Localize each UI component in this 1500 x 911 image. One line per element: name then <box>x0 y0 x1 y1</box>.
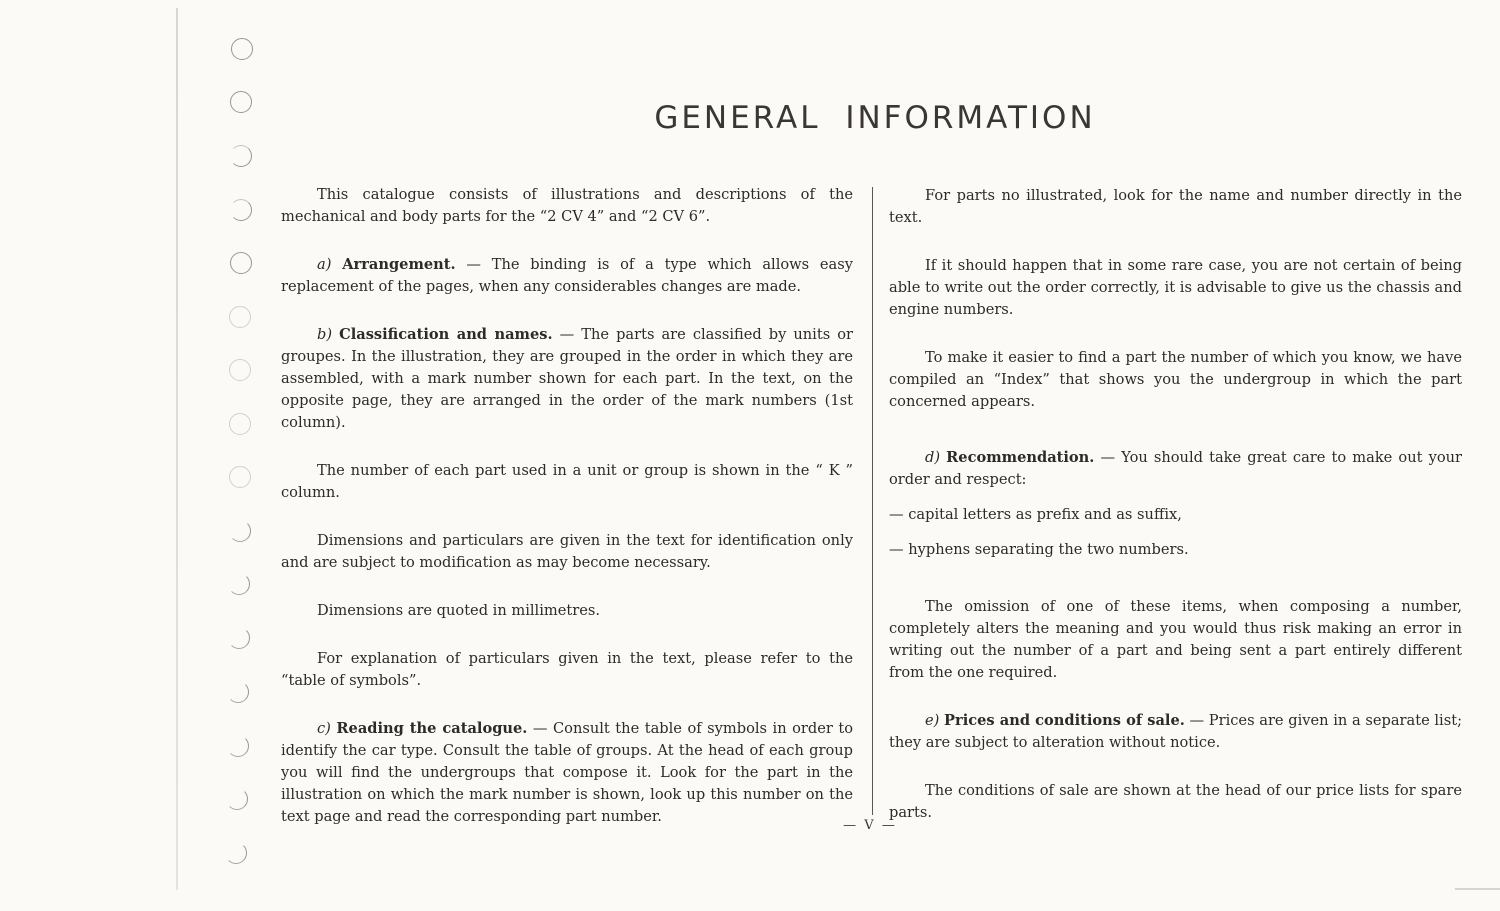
units-paragraph: Dimensions are quoted in millimetres. <box>317 602 600 619</box>
section-text: — You should take great care to make out your order and respect: <box>889 449 1462 488</box>
binding-hole-icon <box>227 735 249 757</box>
dimensions-paragraph: Dimensions and particulars are given in the text for identification only and are subject to modification as may become necessary. <box>281 532 853 571</box>
binding-hole-icon <box>226 788 248 810</box>
section-heading: Prices and conditions of sale. <box>944 712 1185 729</box>
not-illustrated-paragraph: For parts no illustrated, look for the name and number directly in the text. <box>889 187 1462 226</box>
binding-hole-icon <box>228 573 250 595</box>
left-column <box>281 184 853 828</box>
binding-hole-icon <box>230 91 252 113</box>
section-letter: a) <box>317 256 332 273</box>
page-number: — V — <box>843 818 897 833</box>
page-title: GENERAL INFORMATION <box>654 100 1096 136</box>
section-text: — The binding is of a type which allows easy replacement of the pages, when any considerables changes are made. <box>281 256 853 295</box>
binding-hole-icon <box>231 38 253 60</box>
section-letter: c) <box>317 720 331 737</box>
binding-hole-icon <box>229 306 251 328</box>
binding-holes <box>0 0 300 911</box>
dash-item: — capital letters as prefix and as suffix, <box>889 506 1182 523</box>
binding-hole-icon <box>229 466 251 488</box>
section-heading: Reading the catalogue. <box>336 720 528 737</box>
binding-hole-icon <box>228 627 250 649</box>
classification-paragraph <box>281 324 853 434</box>
binding-hole-icon <box>230 252 252 274</box>
binding-hole-icon <box>225 842 247 864</box>
section-letter: b) <box>317 326 333 343</box>
section-letter: d) <box>925 449 941 466</box>
section-heading: Recommendation. <box>946 449 1095 466</box>
index-paragraph: To make it easier to find a part the number of which you know, we have compiled an “Index” that shows you the undergroup in which the part concerned appears. <box>889 349 1462 410</box>
binding-hole-icon <box>229 359 251 381</box>
prices-paragraph <box>889 710 1462 754</box>
symbols-paragraph: For explanation of particulars given in the text, please refer to the “table of symbols”. <box>281 650 853 689</box>
binding-hole-icon <box>229 520 251 542</box>
dash-item: — hyphens separating the two numbers. <box>889 541 1189 558</box>
right-column <box>889 185 1462 824</box>
page-shadow <box>1455 888 1500 890</box>
section-text: — Consult the table of symbols in order to identify the car type. Consult the table of groups. At the head of each group you will find the undergroups that compose it. Look for the part in the illustration on which the mark number is shown, look up this number on the text page and read the corresponding part number. <box>281 720 853 825</box>
arrangement-paragraph <box>281 254 853 298</box>
omission-paragraph: The omission of one of these items, when composing a number, completely alters the meaning and you would thus risk making an error in writing out the number of a part and being sent a part entirely different from the one required. <box>889 598 1462 681</box>
section-text: — Prices are given in a separate list; they are subject to alteration without notice. <box>889 712 1462 751</box>
binding-hole-icon <box>230 145 252 167</box>
conditions-paragraph: The conditions of sale are shown at the head of our price lists for spare parts. <box>889 782 1462 821</box>
section-heading: Classification and names. <box>339 326 553 343</box>
k-column-paragraph: The number of each part used in a unit or group is shown in the “ K ” column. <box>281 462 853 501</box>
reading-paragraph <box>281 718 853 828</box>
section-letter: e) <box>925 712 940 729</box>
section-heading: Arrangement. <box>342 256 456 273</box>
binding-hole-icon <box>229 413 251 435</box>
column-divider <box>872 187 873 815</box>
intro-paragraph: This catalogue consists of illustrations and descriptions of the mechanical and body parts for the “2 CV 4” and “2 CV 6”. <box>281 186 853 225</box>
binding-hole-icon <box>227 681 249 703</box>
uncertain-paragraph: If it should happen that in some rare case, you are not certain of being able to write out the order correctly, it is advisable to give us the chassis and engine numbers. <box>889 257 1462 318</box>
recommendation-paragraph <box>889 447 1462 491</box>
binding-hole-icon <box>230 199 252 221</box>
section-text: — The parts are classified by units or groupes. In the illustration, they are grouped in the order in which they are assembled, with a mark number shown for each part. In the text, on the opposite page, they are arranged in the order of the mark numbers (1st column). <box>281 326 854 431</box>
